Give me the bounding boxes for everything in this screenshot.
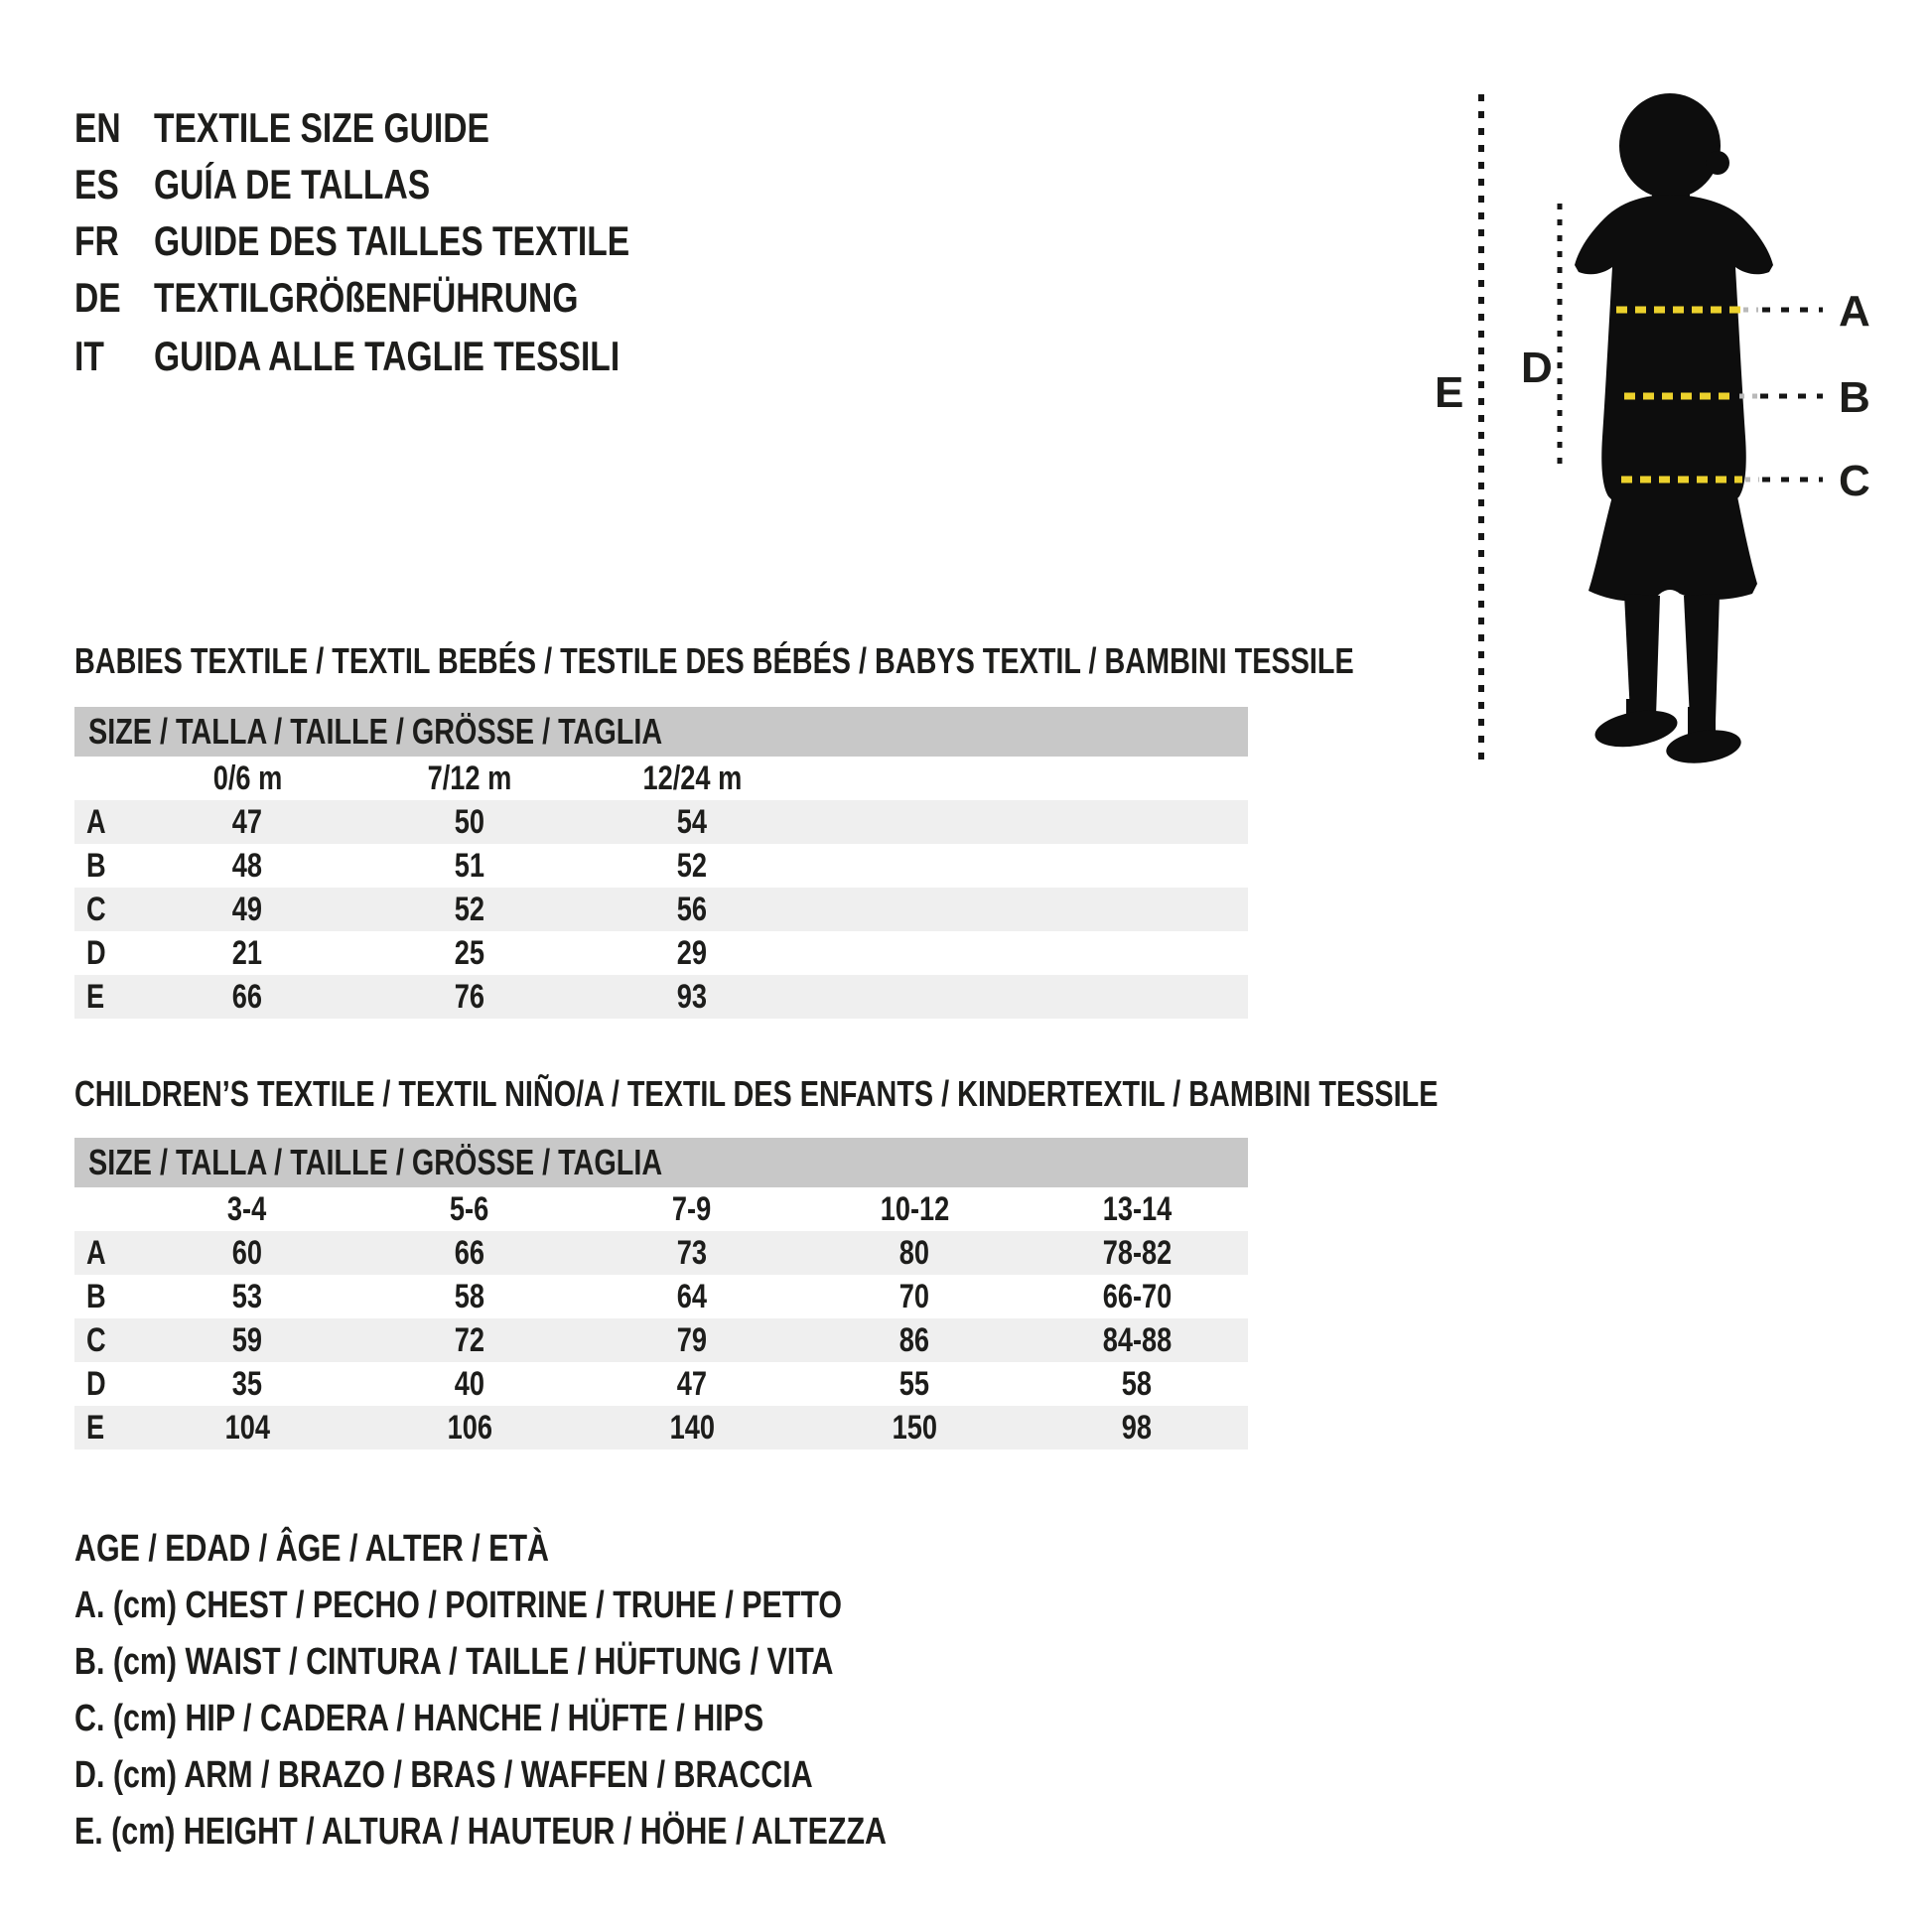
table-row: A 47 50 54 [74,800,1248,844]
table-row: D 21 25 29 [74,931,1248,975]
language-row-fr [74,212,749,269]
legend-arm: D. (cm) ARM / BRAZO / BRAS / WAFFEN / BRACCIA [74,1754,813,1796]
row-label: E [86,1409,105,1447]
row-label: A [86,1234,106,1272]
children-column-header-row [74,1187,1248,1231]
table-row: D 35 40 47 55 58 [74,1362,1248,1406]
babies-col-0-6m: 0/6 m [212,759,282,797]
row-label: D [86,934,106,972]
row-label: B [86,847,106,885]
language-code: FR [74,217,119,264]
babies-section-title-text: BABIES TEXTILE / TEXTIL BEBÉS / TESTILE DES BÉBÉS / BABYS TEXTIL / BAMBINI TESSILE [74,640,1354,681]
children-section-title [74,1074,1779,1114]
table-row: E 66 76 93 [74,975,1248,1019]
children-col-3-4: 3-4 [227,1190,267,1228]
children-size-table [74,1138,1248,1449]
size-figure-diagram [1430,60,1932,794]
table-row: B 53 58 64 70 66-70 [74,1275,1248,1318]
children-col-7-9: 7-9 [672,1190,712,1228]
language-title: TEXTILGRÖßENFÜHRUNG [154,274,579,321]
language-title: GUIDA ALLE TAGLIE TESSILI [154,333,621,379]
babies-size-header-bar [74,707,1248,757]
figure-label-e: E [1435,368,1464,417]
row-label: A [86,803,106,841]
table-row: A 60 66 73 80 78-82 [74,1231,1248,1275]
babies-section-title [74,641,1674,681]
babies-col-12-24m: 12/24 m [642,759,742,797]
children-col-13-14: 13-14 [1102,1190,1172,1228]
language-title: GUIDE DES TAILLES TEXTILE [154,217,630,264]
children-size-header-text: SIZE / TALLA / TAILLE / GRÖSSE / TAGLIA [88,1142,663,1182]
table-row: B 48 51 52 [74,844,1248,888]
language-row-es [74,156,499,212]
language-title: GUÍA DE TALLAS [154,161,431,207]
empty-corner-cell [74,757,136,800]
language-row-en [74,99,573,156]
children-col-5-6: 5-6 [450,1190,489,1228]
row-label: E [86,978,105,1016]
babies-size-header-text: SIZE / TALLA / TAILLE / GRÖSSE / TAGLIA [88,711,663,752]
children-section-title-text: CHILDREN’S TEXTILE / TEXTIL NIÑO/A / TEXTIL DES ENFANTS / KINDERTEXTIL / BAMBINI TESSILE [74,1073,1439,1114]
row-label: C [86,891,106,928]
table-row: C 59 72 79 86 84-88 [74,1318,1248,1362]
row-label: B [86,1278,106,1315]
figure-label-d: D [1521,344,1553,392]
language-row-it [74,328,736,384]
language-row-de [74,269,684,326]
babies-table-body [74,800,1248,1019]
babies-column-header-row [74,757,1248,800]
babies-size-table [74,707,1248,1019]
children-col-10-12: 10-12 [880,1190,949,1228]
legend-waist: B. (cm) WAIST / CINTURA / TAILLE / HÜFTUNG / VITA [74,1641,834,1683]
babies-col-7-12m: 7/12 m [427,759,512,797]
legend-hip: C. (cm) HIP / CADERA / HANCHE / HÜFTE / HIPS [74,1698,764,1739]
table-row: C 49 52 56 [74,888,1248,931]
row-label: D [86,1365,106,1403]
language-code: IT [74,333,104,379]
figure-label-b: B [1839,373,1870,422]
figure-label-c: C [1839,457,1870,505]
language-title: TEXTILE SIZE GUIDE [154,104,489,151]
children-table-body [74,1231,1248,1449]
table-row: E 104 106 140 150 98 [74,1406,1248,1449]
language-code: EN [74,104,121,151]
legend-chest: A. (cm) CHEST / PECHO / POITRINE / TRUHE / PETTO [74,1585,843,1626]
children-size-header-bar [74,1138,1248,1187]
empty-corner-cell [74,1187,136,1231]
row-label: C [86,1321,106,1359]
language-code: ES [74,161,119,207]
legend-height: E. (cm) HEIGHT / ALTURA / HAUTEUR / HÖHE / ALTEZZA [74,1811,887,1853]
language-code: DE [74,274,121,321]
figure-label-a: A [1839,287,1870,336]
legend-age: AGE / EDAD / ÂGE / ALTER / ETÀ [74,1528,549,1570]
